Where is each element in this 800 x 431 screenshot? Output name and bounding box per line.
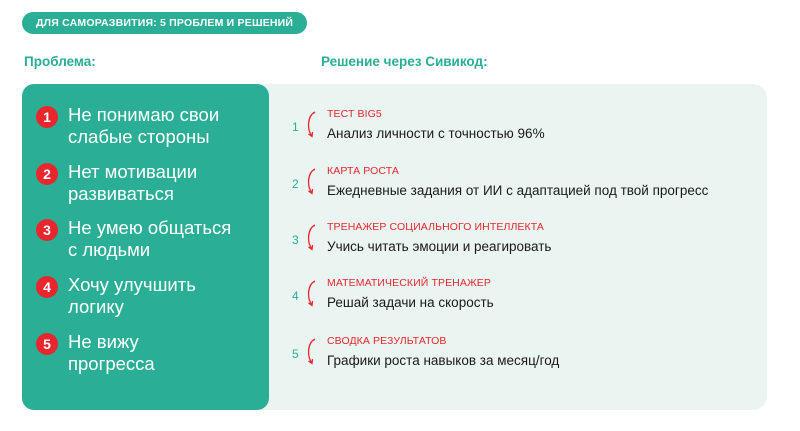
solution-number: 2 (292, 177, 299, 191)
problem-text: Не умею общаться с людьми (68, 217, 232, 260)
curved-arrow-icon (304, 167, 318, 197)
curved-arrow-icon (304, 279, 318, 309)
number-badge: 3 (36, 219, 58, 241)
problems-panel (22, 84, 269, 410)
curved-arrow-icon (304, 223, 318, 253)
problem-item (36, 274, 264, 318)
number-badge: 1 (36, 106, 58, 128)
problem-item (36, 217, 264, 261)
solution-text: Графики роста навыков за месяц/год (327, 353, 560, 368)
problem-text: Не понимаю свои слабые стороны (68, 104, 220, 147)
problem-item (36, 104, 264, 148)
problem-text: Нет мотивации развиваться (68, 161, 198, 204)
number-badge: 2 (36, 163, 58, 185)
solution-number: 4 (292, 289, 299, 303)
problem-item (36, 331, 264, 375)
curved-arrow-icon (304, 337, 318, 367)
problem-text: Хочу улучшить логику (68, 274, 196, 317)
solution-tag: СВОДКА РЕЗУЛЬТАТОВ (327, 335, 447, 347)
solution-tag: ТЕСТ BIG5 (327, 108, 382, 120)
solution-number: 3 (292, 233, 299, 247)
solution-number: 5 (292, 347, 299, 361)
solution-tag: ТРЕНАЖЕР СОЦИАЛЬНОГО ИНТЕЛЛЕКТА (327, 221, 545, 233)
solution-text: Анализ личности с точностью 96% (327, 126, 545, 141)
number-badge: 4 (36, 276, 58, 298)
number-badge: 5 (36, 333, 58, 355)
solution-text: Решай задачи на скорость (327, 295, 494, 310)
solution-text: Учись читать эмоции и реагировать (327, 239, 552, 254)
title-badge: ДЛЯ САМОРАЗВИТИЯ: 5 ПРОБЛЕМ И РЕШЕНИЙ (22, 12, 307, 34)
problem-text: Не вижу прогресса (68, 331, 155, 374)
curved-arrow-icon (304, 110, 318, 140)
solution-heading: Решение через Сивикод: (321, 54, 488, 69)
solution-tag: МАТЕМАТИЧЕСКИЙ ТРЕНАЖЕР (327, 277, 491, 289)
solution-tag: КАРТА РОСТА (327, 165, 399, 177)
solution-text: Ежедневные задания от ИИ с адаптацией под твой прогресс (327, 183, 709, 198)
problem-heading: Проблема: (24, 54, 96, 69)
problem-item (36, 161, 264, 205)
solution-number: 1 (292, 120, 299, 134)
